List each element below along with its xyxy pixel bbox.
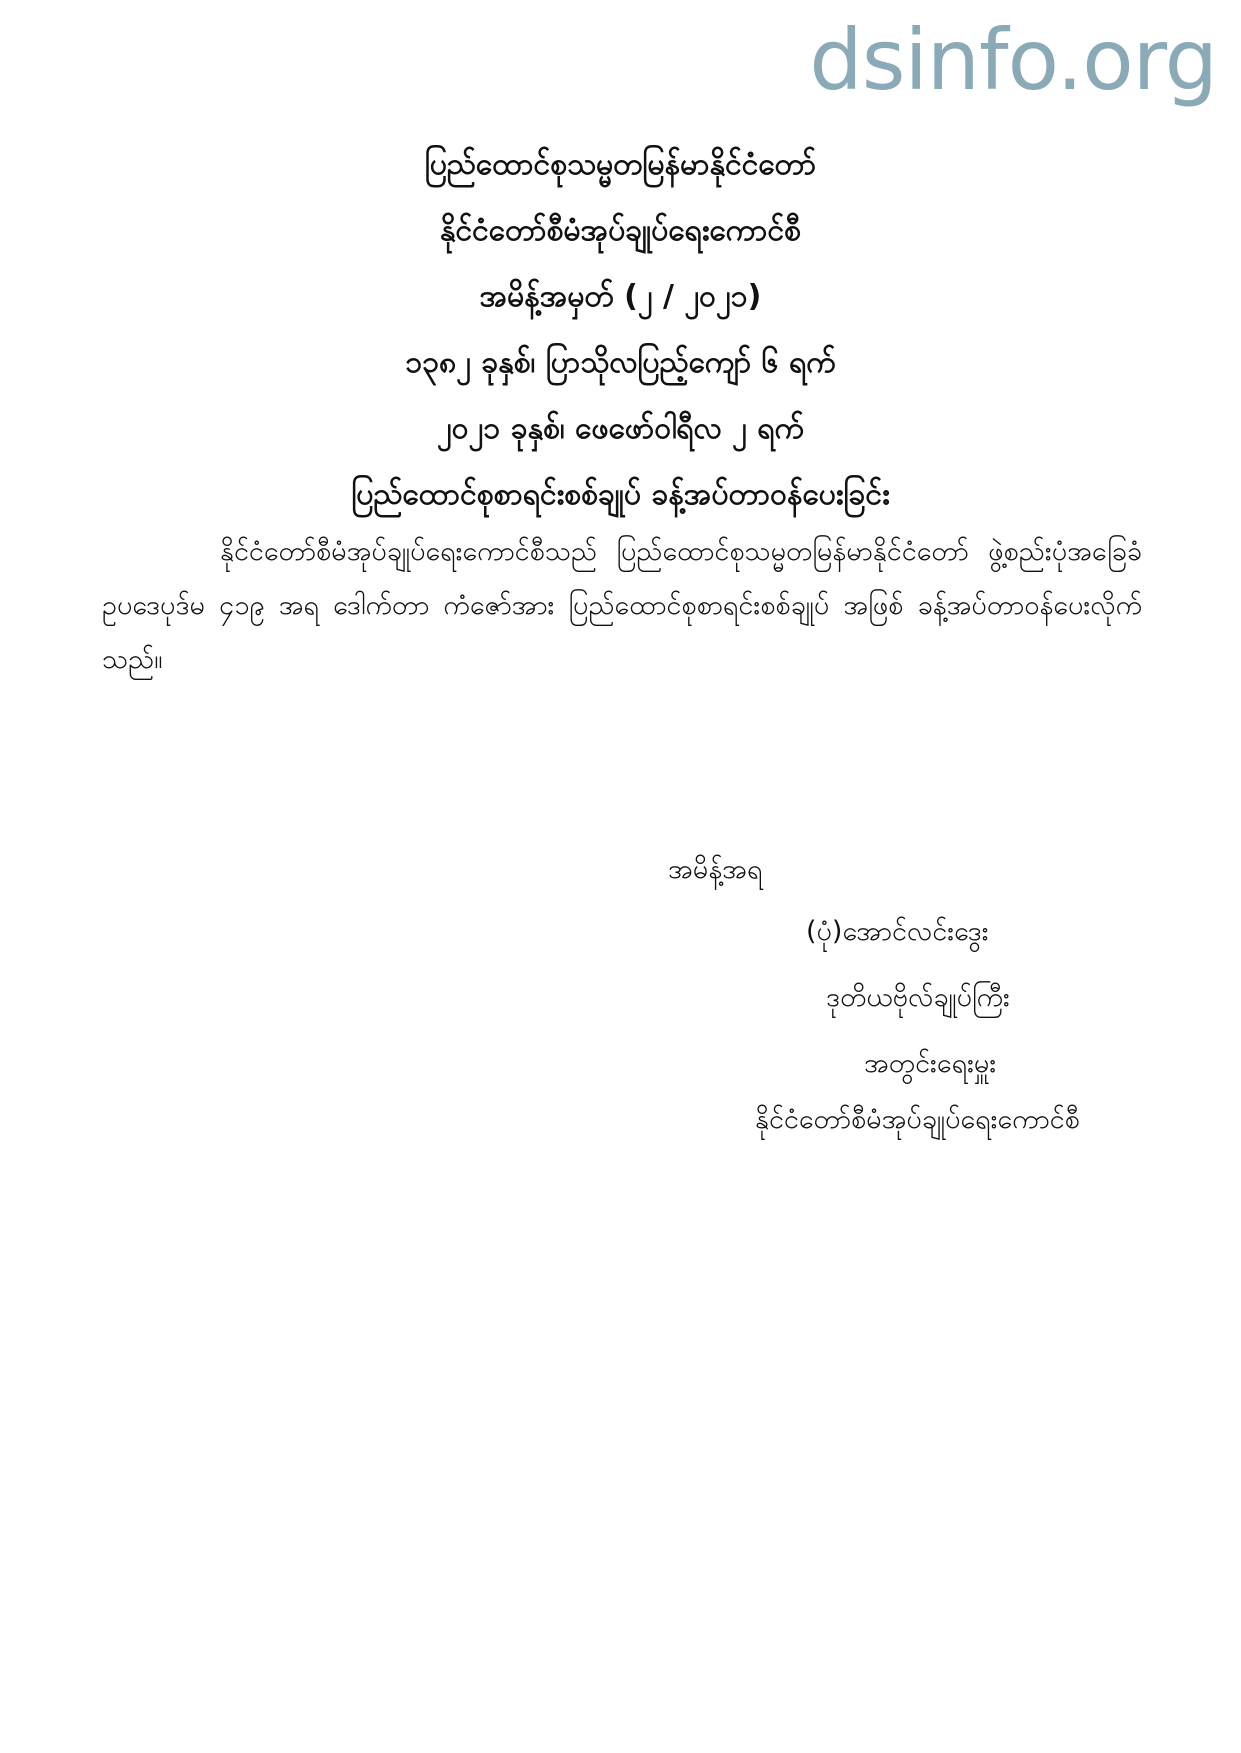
order-body-paragraph: နိုင်ငံတော်စီမံအုပ်ချုပ်ရေးကောင်စီသည် ပြည်ထောင်စုသမ္မတမြန်မာနိုင်ငံတော် ဖွဲ့စည်းပုံအခြေခံဥပဒေပုဒ်မ ၄၁၉ အရ ဒေါက်တာ ကံဇော်အား ပြည်ထောင်စုစာရင်းစစ်ချုပ် အဖြစ် ခန့်အပ်တာဝန်ပေးလိုက်သည်။ [102,536,1142,675]
header-myanmar-date: ၁၃၈၂ ခုနှစ်၊ ပြာသိုလပြည့်ကျော် ၆ ရက် [405,345,836,380]
signature-name: (ပုံ)အောင်လင်းဒွေး [806,916,989,947]
signature-organization: နိုင်ငံတော်စီမံအုပ်ချုပ်ရေးကောင်စီ [755,1104,1080,1135]
signature-by-order: အမိန့်အရ [668,854,763,885]
signature-rank: ဒုတိယဗိုလ်ချုပ်ကြီး [826,982,1010,1013]
watermark: dsinfo.org [809,11,1217,109]
header-subject: ပြည်ထောင်စုစာရင်းစစ်ချုပ် ခန့်အပ်တာဝန်ပေးခြင်း [351,477,890,512]
header-country-name: ပြည်ထောင်စုသမ္မတမြန်မာနိုင်ငံတော် [424,147,817,182]
header-order-number: အမိန့်အမှတ် (၂ / ၂၀၂၁) [479,279,762,314]
document-header [0,132,1241,528]
header-issuing-council: နိုင်ငံတော်စီမံအုပ်ချုပ်ရေးကောင်စီ [440,213,801,248]
header-gregorian-date: ၂၀၂၁ ခုနှစ်၊ ဖေဖော်ဝါရီလ ၂ ရက် [437,411,804,446]
signature-role: အတွင်းရေးမှူး [864,1048,997,1079]
